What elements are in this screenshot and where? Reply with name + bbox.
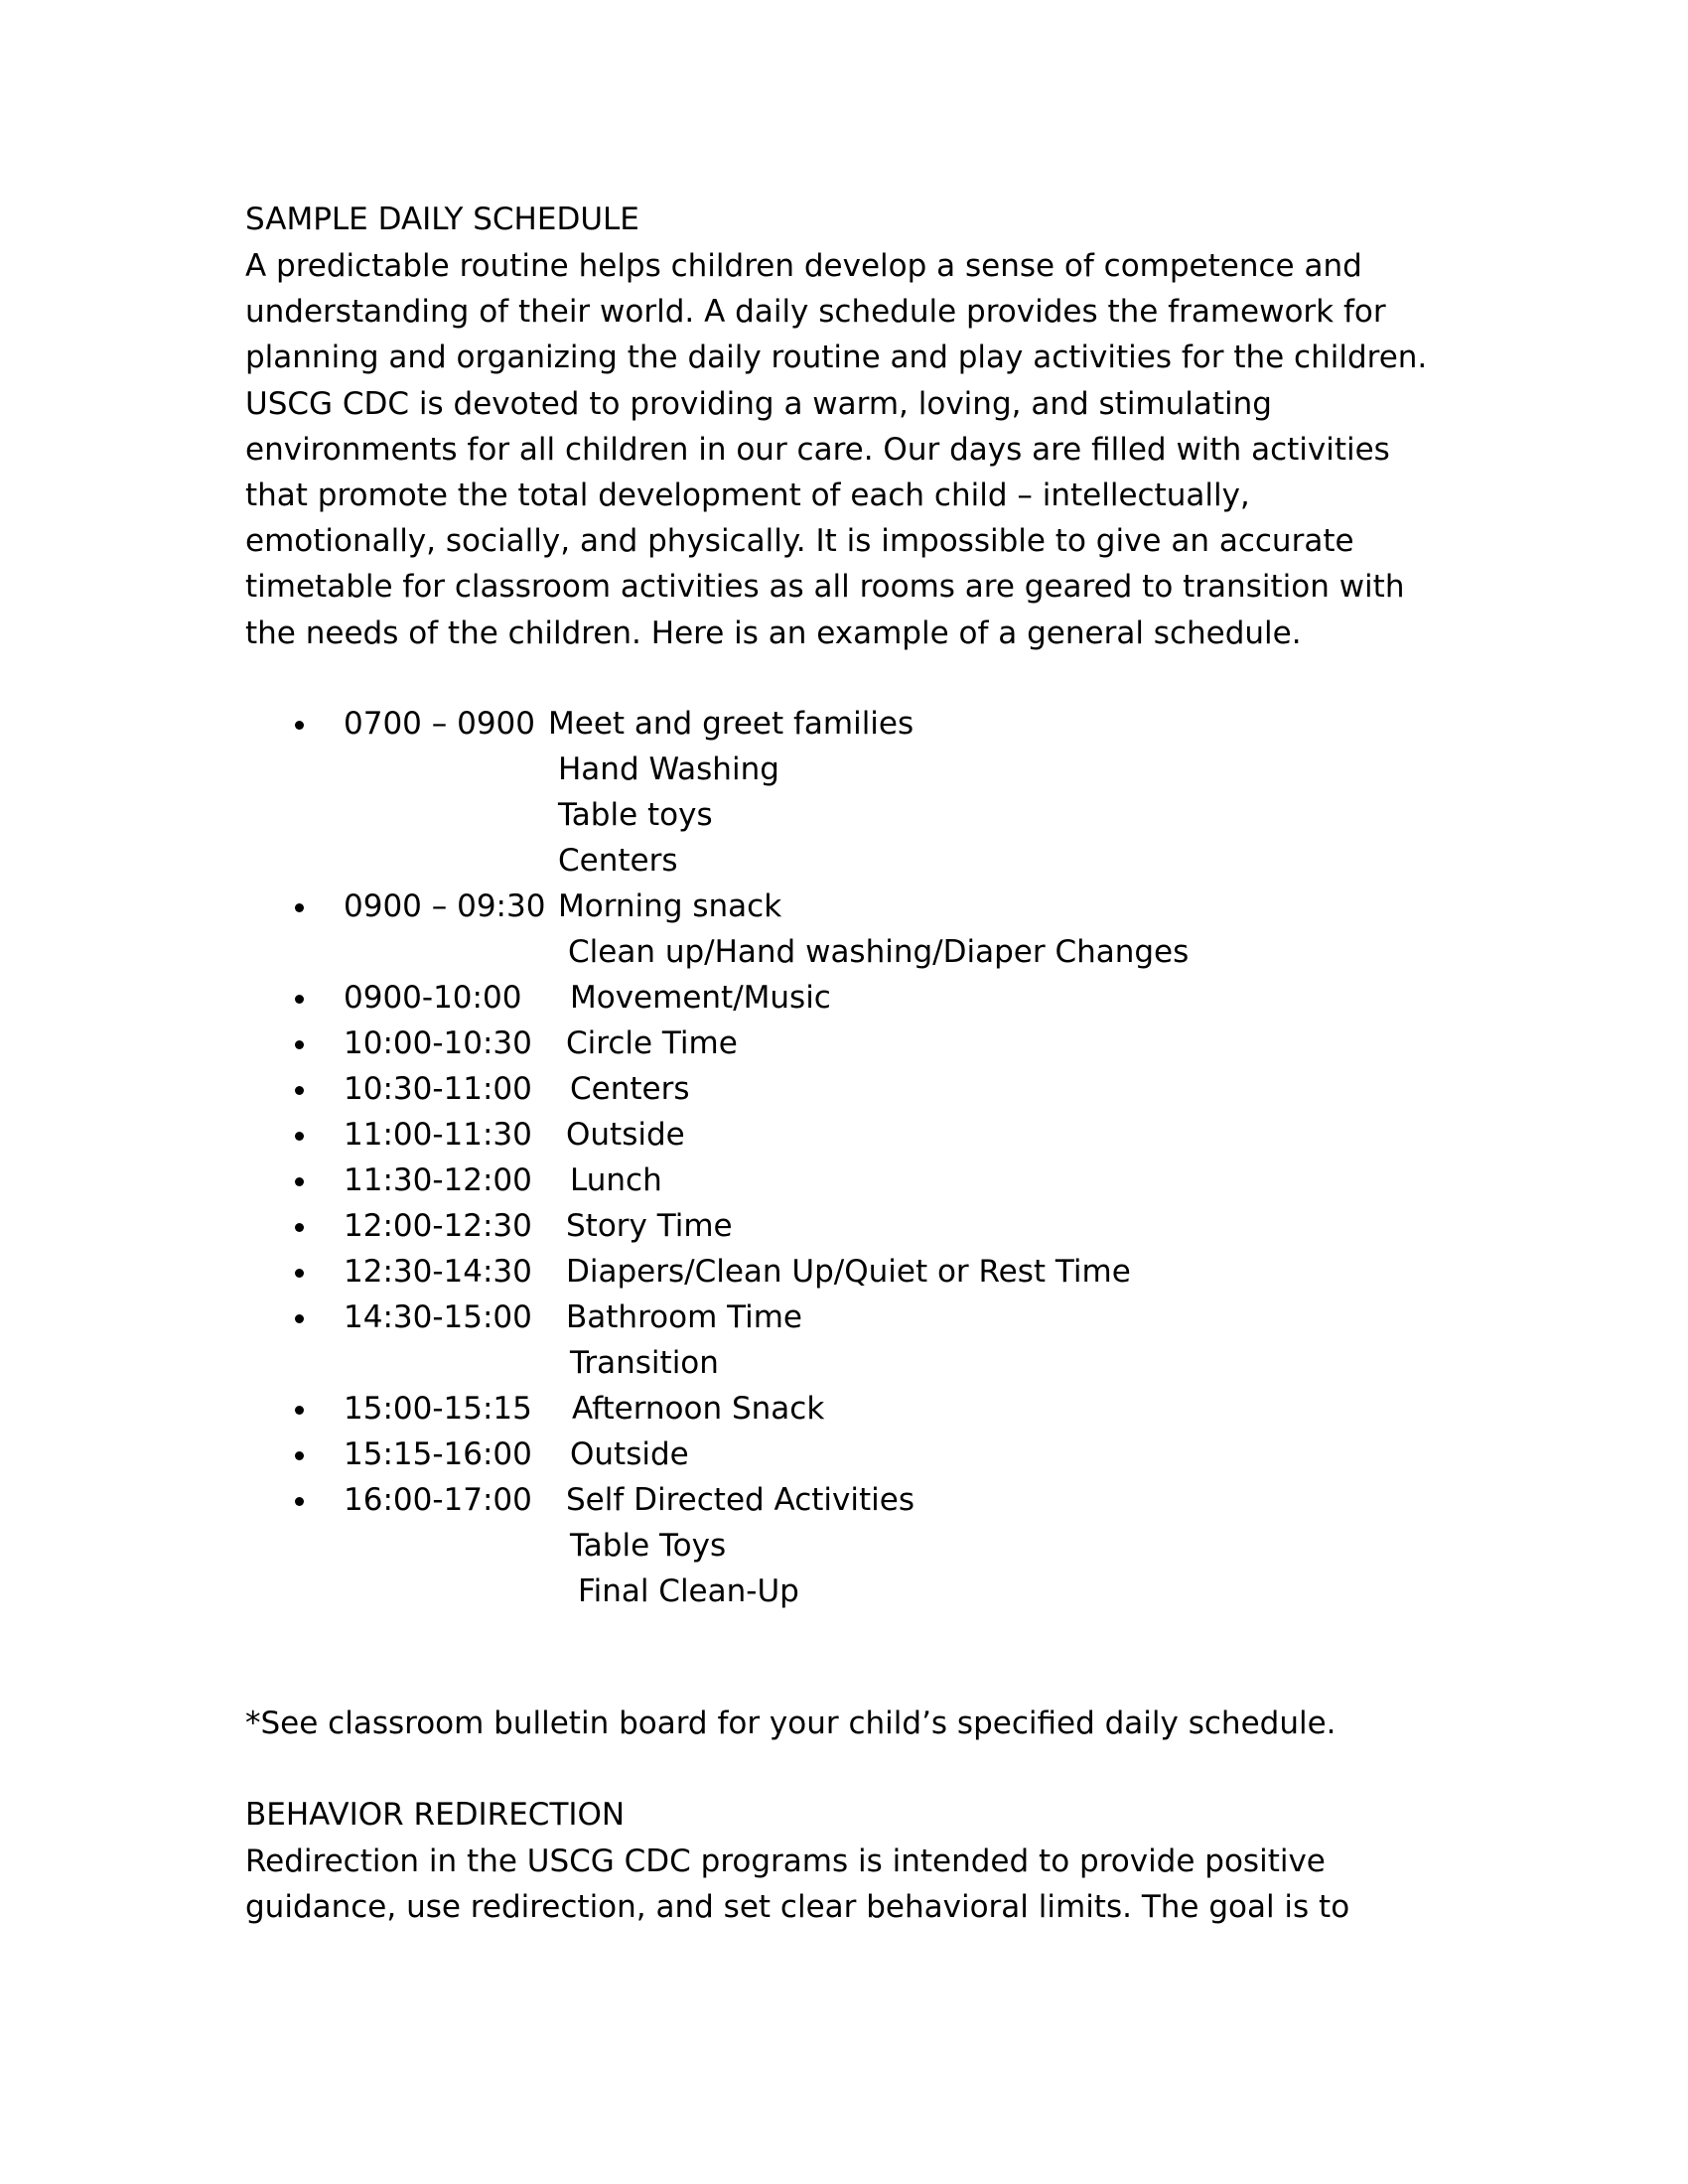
behavior-line: guidance, use redirection, and set clear behavioral limits. The goal is to bbox=[245, 1889, 1350, 1926]
bullet-icon bbox=[295, 1314, 304, 1323]
schedule-activity: Table toys bbox=[558, 797, 713, 833]
schedule-time: 11:00-11:30 bbox=[344, 1117, 532, 1153]
schedule-heading: SAMPLE DAILY SCHEDULE bbox=[245, 202, 639, 237]
schedule-activity: Bathroom Time bbox=[566, 1299, 802, 1335]
schedule-item bbox=[0, 1386, 1688, 1432]
schedule-activity: Transition bbox=[570, 1345, 719, 1381]
schedule-activity: Final Clean-Up bbox=[578, 1573, 799, 1609]
schedule-activity: Clean up/Hand washing/Diaper Changes bbox=[568, 934, 1190, 970]
schedule-item bbox=[0, 1249, 1688, 1295]
schedule-item bbox=[0, 1477, 1688, 1523]
bullet-icon bbox=[295, 995, 304, 1004]
schedule-item-continuation bbox=[0, 1569, 1688, 1614]
intro-line: understanding of their world. A daily schedule provides the framework for bbox=[245, 294, 1386, 331]
schedule-item-continuation bbox=[0, 838, 1688, 884]
schedule-item-continuation bbox=[0, 747, 1688, 792]
schedule-intro-paragraph bbox=[245, 243, 1477, 656]
schedule-time: 15:00-15:15 bbox=[344, 1391, 532, 1427]
schedule-activity: Table Toys bbox=[570, 1528, 727, 1564]
schedule-activity: Lunch bbox=[570, 1162, 662, 1198]
schedule-activity: Afternoon Snack bbox=[572, 1391, 825, 1427]
schedule-time: 12:30-14:30 bbox=[344, 1254, 532, 1290]
intro-line: the needs of the children. Here is an example of a general schedule. bbox=[245, 614, 1302, 651]
bullet-icon bbox=[295, 1406, 304, 1415]
behavior-paragraph bbox=[245, 1839, 1477, 1930]
intro-line: A predictable routine helps children develop a sense of competence and bbox=[245, 248, 1362, 284]
schedule-item bbox=[0, 1203, 1688, 1249]
schedule-item-continuation bbox=[0, 792, 1688, 838]
bullet-icon bbox=[295, 903, 304, 912]
bullet-icon bbox=[295, 721, 304, 730]
bullet-icon bbox=[295, 1223, 304, 1232]
schedule-time: 11:30-12:00 bbox=[344, 1162, 532, 1198]
schedule-activity: Circle Time bbox=[566, 1025, 738, 1061]
schedule-activity: Morning snack bbox=[558, 888, 782, 924]
schedule-time: 14:30-15:00 bbox=[344, 1299, 532, 1335]
schedule-list bbox=[0, 701, 1688, 1614]
schedule-item bbox=[0, 1295, 1688, 1340]
schedule-item bbox=[0, 1021, 1688, 1066]
schedule-item-continuation bbox=[0, 1340, 1688, 1386]
schedule-time: 16:00-17:00 bbox=[344, 1482, 532, 1518]
schedule-activity: Outside bbox=[570, 1436, 689, 1472]
schedule-activity: Story Time bbox=[566, 1208, 733, 1244]
bullet-icon bbox=[295, 1040, 304, 1049]
schedule-item bbox=[0, 1112, 1688, 1158]
behavior-heading: BEHAVIOR REDIRECTION bbox=[245, 1797, 626, 1833]
schedule-activity: Meet and greet families bbox=[548, 706, 914, 742]
intro-line: emotionally, socially, and physically. It is impossible to give an accurate bbox=[245, 523, 1354, 560]
schedule-item bbox=[0, 1158, 1688, 1203]
bullet-icon bbox=[295, 1086, 304, 1095]
intro-line: USCG CDC is devoted to providing a warm, loving, and stimulating bbox=[245, 385, 1272, 422]
schedule-time: 0700 – 0900 bbox=[344, 706, 535, 742]
intro-line: environments for all children in our care. Our days are filled with activities bbox=[245, 431, 1390, 468]
schedule-item bbox=[0, 701, 1688, 747]
schedule-activity: Movement/Music bbox=[570, 980, 831, 1016]
schedule-activity: Diapers/Clean Up/Quiet or Rest Time bbox=[566, 1254, 1131, 1290]
bullet-icon bbox=[295, 1451, 304, 1460]
schedule-activity: Centers bbox=[558, 843, 678, 879]
schedule-activity: Self Directed Activities bbox=[566, 1482, 914, 1518]
schedule-time: 10:00-10:30 bbox=[344, 1025, 532, 1061]
schedule-item bbox=[0, 884, 1688, 929]
behavior-line: Redirection in the USCG CDC programs is intended to provide positive bbox=[245, 1843, 1326, 1879]
schedule-time: 12:00-12:30 bbox=[344, 1208, 532, 1244]
schedule-item bbox=[0, 1066, 1688, 1112]
schedule-item bbox=[0, 1432, 1688, 1477]
schedule-time: 0900 – 09:30 bbox=[344, 888, 546, 924]
schedule-time: 10:30-11:00 bbox=[344, 1071, 532, 1107]
schedule-item bbox=[0, 975, 1688, 1021]
schedule-activity: Outside bbox=[566, 1117, 685, 1153]
bullet-icon bbox=[295, 1497, 304, 1506]
schedule-activity: Hand Washing bbox=[558, 751, 779, 787]
schedule-activity: Centers bbox=[570, 1071, 690, 1107]
bullet-icon bbox=[295, 1132, 304, 1141]
intro-line: that promote the total development of each child – intellectually, bbox=[245, 478, 1250, 514]
schedule-item-continuation bbox=[0, 1523, 1688, 1569]
schedule-time: 15:15-16:00 bbox=[344, 1436, 532, 1472]
schedule-item-continuation bbox=[0, 929, 1688, 975]
bullet-icon bbox=[295, 1177, 304, 1186]
intro-line: planning and organizing the daily routine and play activities for the children. bbox=[245, 340, 1428, 376]
intro-line: timetable for classroom activities as all rooms are geared to transition with bbox=[245, 569, 1405, 606]
bullet-icon bbox=[295, 1269, 304, 1278]
schedule-time: 0900-10:00 bbox=[344, 980, 522, 1016]
bulletin-board-note: *See classroom bulletin board for your child’s specified daily schedule. bbox=[245, 1706, 1336, 1741]
